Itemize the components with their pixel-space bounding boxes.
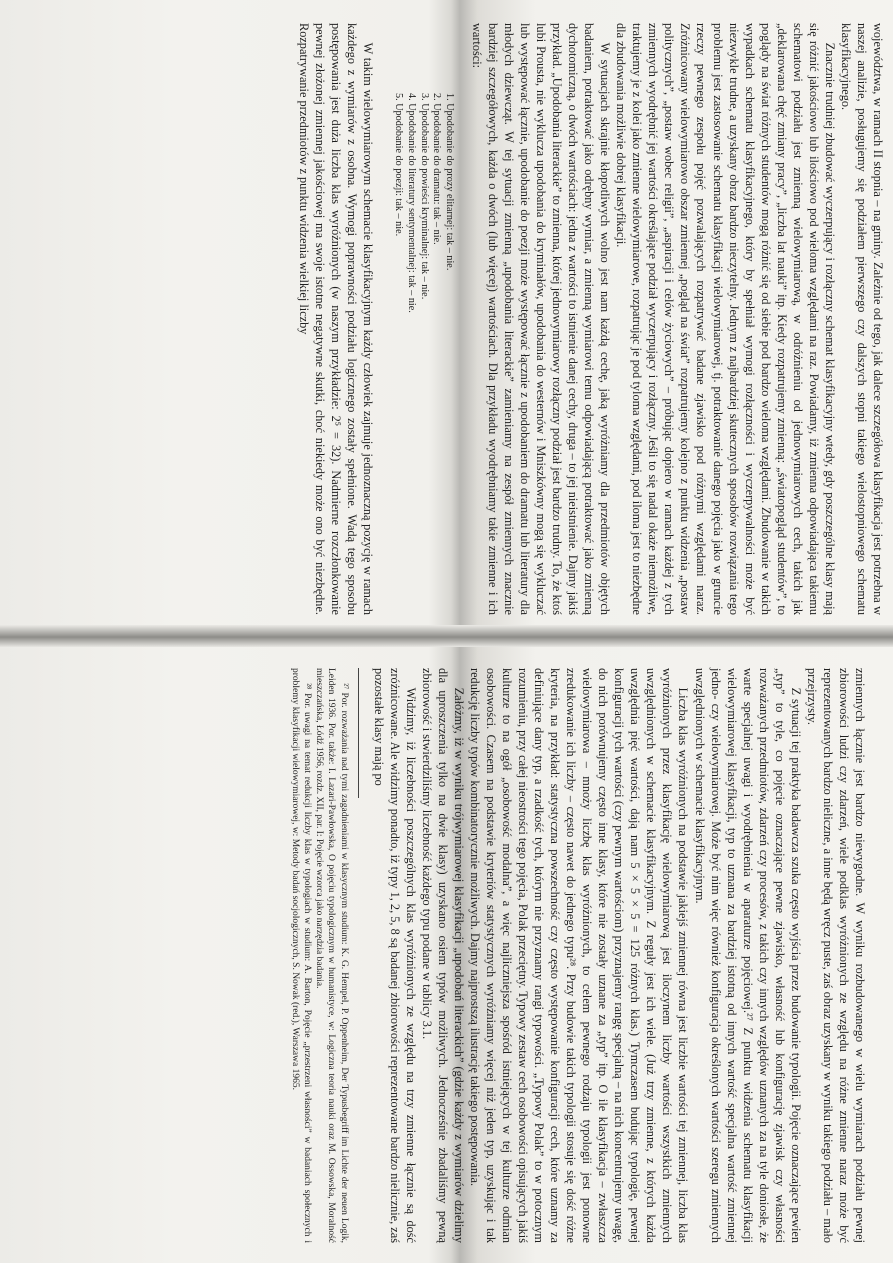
right-page [289, 668, 868, 1243]
list-item: 2. Upodobanie do dramatu: tak – nie. [431, 93, 443, 245]
list-item: 4. Upodobanie do literatury sentymentalnej: tak – nie. [406, 93, 417, 313]
list-item: 1. Upodobanie do prozy elitarnej: tak – nie. [443, 93, 455, 271]
paragraph: zmiennych łącznie jest bardzo niewygodne. W wyniku rozbudowanego w wielu wymiarach podziału pewnej zbiorowości ludzi czy zdarzeń, wiele podklas wyróżnionych ze względu na różne zmienne naraz może być reprezentowanych bardzo nieliczne, a inne będą wręcz puste, zaś obraz uzyskany w wyniku takiego podziału – mało przejrzysty. [804, 668, 867, 1243]
paragraph: Widzimy, iż liczebności poszczególnych klas wyróżnionych ze względu na trzy zmienne łącznie są dość zróżnicowane. Ale widzimy ponadto, iż typy 1, 2, 5, 8 są badanej zbiorowości reprezentowane bardzo nielicznie, zaś pozostałe klasy mają po [371, 668, 418, 1243]
paragraph: Liczba klas wyróżnionych na podstawie jakiejś zmiennej równa jest liczbie wartości tej zmiennej, liczba klas wyróżnionych przez klasyfikację wielowymiarową jest iloczynem liczby wartości wszystkich zmiennych uwzględnionych w schemacie klasyfikacyjnym. Z reguły jest ich wiele. (Już trzy zmienne, z których każda uwzględnia pięć wartości, dają nam 5 × 5 × 5 = 125 różnych klas.) Tymczasem budując typologię, pewnej konfiguracji tych wartości (czy pewnym wartościom) przyznajemy rangę specjalną – na nich koncentrujemy uwagę, do nich porównujemy często inne klasy, które nie zostały uznane za „typ” itp. O ile klasyfikacja – zwłaszcza wielowymiarowa – mnoży liczbę klas wyróżnionych, to celem pewnego rodzaju typologii jest ponowne zredukowanie ich liczby – często nawet do jednego typu²⁸. Przy budowie takich typologii stosuje się dość różne kryteria, na przykład: statystyczna powszechność czy często występowanie konfiguracji cech, które uznamy za definiujące dany typ, a rzadkość tych, którym nie przyznamy rangi typowości. „Typowy Polak” to w potocznym rozumieniu, przy całej nieostrości tego pojęcia, Polak przeciętny. Typowy zestaw cech osobowości opisujących jakiś kulturze to na ogół „osobowość modalna”, a więc najliczniejsza spośród istniejących w tej kulturze odmian osobowości. Czasem na podstawie kryteriów statystycznych wyróżniamy więcej niż jeden typ, uzyskując i tak redukcję liczby typów kombinatorycznie możliwych. Dajmy najprostszą ilustrację takiego postępowania. [467, 668, 691, 1243]
list-item: 3. Upodobanie do powieści kryminalnej: tak – nie. [418, 93, 430, 300]
footnote: ²⁸ Por. uwagi na temat redukcji liczby klas w typologiach w studium: A. Barton, Pojęcie „przestrzeni własności” w badaniach społecznych i problemy klasyfikacji wielowymiarowej, w: Metody badań socjologicznych, S. Nowak (red.), Warszawa 1965. [289, 668, 312, 1243]
paragraph: W takim wielowymiarowym schemacie klasyfikacyjnym każdy człowiek zajmuje jednoznaczną pozycję w ramach każdego z wymiarów z osobna. Wymogi poprawności podziału logicznego zostały spełnione. Wadą tego sposobu postępowania jest duża liczba klas wyróżnionych (w naszym przykładzie: 2⁵ = 32). Nadmierne rozczłonkowanie pewnej złożonej zmiennej jakościowej ma swoje istotne negatywne skutki, choć niekiedy może ono być niezbędne. Rozpatrywanie przedmiotów z punktu widzenia wielkiej liczby [296, 23, 375, 615]
book-gutter [0, 625, 893, 647]
paragraph: W sytuacjach skrajnie kłopotliwych wolno jest nam każdą cechę, jaką wyróżniamy dla przedmiotów objętych badaniem, potraktować jako odrębny wymiar, a zmienną wymiarowi temu odpowiadającą potraktować jako zmienną dychotomiczną, o dwóch wartościach: jedna z wartości to istnienie danej cechy, druga – to jej nieistnienie. Dajmy jakiś przykład. „Upodobania literackie” to zmienna, której jednowymiarowy rozłączny podział jest bardzo trudny. To, że ktoś lubi Prousta, nie wyklucza upodobania do kryminałów, upodobania do westernów i Mniszkówny mogą się wykluczać lub występować łącznie, upodobanie do poezji może występować łącznie z upodobaniem do dramatu lub literatury dla młodych dziewcząt. W tej sytuacji zmienną „upodobania literackie” zamieniamy na zespół zmiennych znacznie bardziej szczegółowych, każda o dwóch (lub więcej) wartościach. Dla przykładu wyodrębniamy takie zmienne i ich wartości: [469, 23, 613, 615]
list-item: 5. Upodobanie do poezji: tak – nie. [393, 93, 405, 237]
paragraph: Znacznie trudniej zbudować wyczerpujący i rozłączny schemat klasyfikacyjny wtedy, gdy poszczególne klasy mają się różnić jakościowo lub ilościowo pod wieloma względami na raz. Powiadamy, iż zmienna odpowiadająca takiemu schematowi podziału jest zmienną wielowymiarową, w odróżnieniu od jednowymiarowych cech, takich jak „deklarowana chęć zmiany pracy”, „liczba lat nauki” itp. Kiedy rozpatrujemy zmienną: „światopogląd studentów”, to poglądy na świat różnych studentów mogą różnić się od siebie pod bardzo wieloma względami. Zbudowanie w takich wypadkach schematu klasyfikacyjnego, który by spełniał wymogi rozłączności i wyczerpywalności może być niezwykle trudne, a uzyskany obraz bardzo nieczytelny. Jednym z najbardziej skutecznych sposobów rozwiązania tego problemu jest zastosowanie schematu klasyfikacji wielowymiarowej, tj. potraktowanie danego pojęcia jako w gruncie rzeczy pewnego zespołu pojęć pozwalających rozpatrywać badane zjawisko pod różnymi względami naraz. Zróżnicowany wielowymiarowo obszar zmiennej „pogląd na świat” rozpatrujemy kolejno z punktu widzenia „postaw politycznych”, „postaw wobec religii”, „aspiracji i celów życiowych” – próbując dopiero w ramach każdej z tych zmiennych wyodrębnić jej wartości określające podział wyczerpujący i rozłączny. Jeśli to się nadal okaże niemożliwe, traktujemy je z kolei jako zmienne wielowymiarowe, rozpatrując je pod tyloma względami, pod iloma jest to niezbędne dla zbudowania możliwie dobrej klasyfikacji. [614, 23, 837, 615]
footnote: ²⁷ Por. rozważania nad tymi zagadnieniami w klasycznym studium: K. G. Hempel, P. Oppenheim, Der Typusbegriff im Lichte der neuen Logik, Leiden 1936. Por. także: I. Lazari-Pawłowska, O pojęciu typologicznym w humanistyce, w: Logiczna teoria nauki oraz M. Ossowska, Moralność mieszczańska, Łódź 1956, rozdz. XII, par. I: Pojęcie wzorca jako narzędzia badania. [314, 668, 349, 1243]
paragraph: województwa, w ramach II stopnia – na gminy. Zależnie od tego, jak dalece szczegółowa klasyfikacja jest potrzebna w naszej analizie, posługujemy się podziałem pierwszego czy dalszych stopni takiego wielostopniowego schematu klasyfikacyjnego. [838, 23, 885, 615]
variable-list [392, 93, 455, 615]
paragraph: Z sytuacji tej praktyka badawcza szuka często wyjścia przez budowanie typologii. Pojęcie oznaczające pewien „typ” to tyle, co pojęcie oznaczające pewne zjawisko, własność lub konfigurację zjawisk czy własności rozważanych przedmiotów, zdarzeń czy procesów, z takich czy innych względów uznanych za na tyle doniosłe, że warte specjalnej uwagi i wyodrębnienia w aparaturze pojęciowej.²⁷ Z punktu widzenia schematu klasyfikacji wielowymiarowej klasyfikacji, typ to uznana za bardziej istotną od innych wartość specjalna wartość zmiennej jedno- czy wielowymiarowej. Może być nim więc również konfiguracja określonych wartości szeregu zmiennych uwzględnionych w schemacie klasyfikacyjnym. [692, 668, 803, 1243]
paragraph: Załóżmy, iż w wyniku trójwymiarowej klasyfikacji „upodobań literackich” (gdzie każdy z wymiarów dzielimy dla uproszczenia tylko na dwie klasy) uzyskano osiem typów możliwych. Jednocześnie zbadaliśmy pewną zbiorowość i stwierdziliśmy liczebność każdego typu podane w tablicy 3.1. [419, 668, 466, 1243]
footnote-divider [358, 668, 359, 798]
left-page [296, 23, 886, 615]
